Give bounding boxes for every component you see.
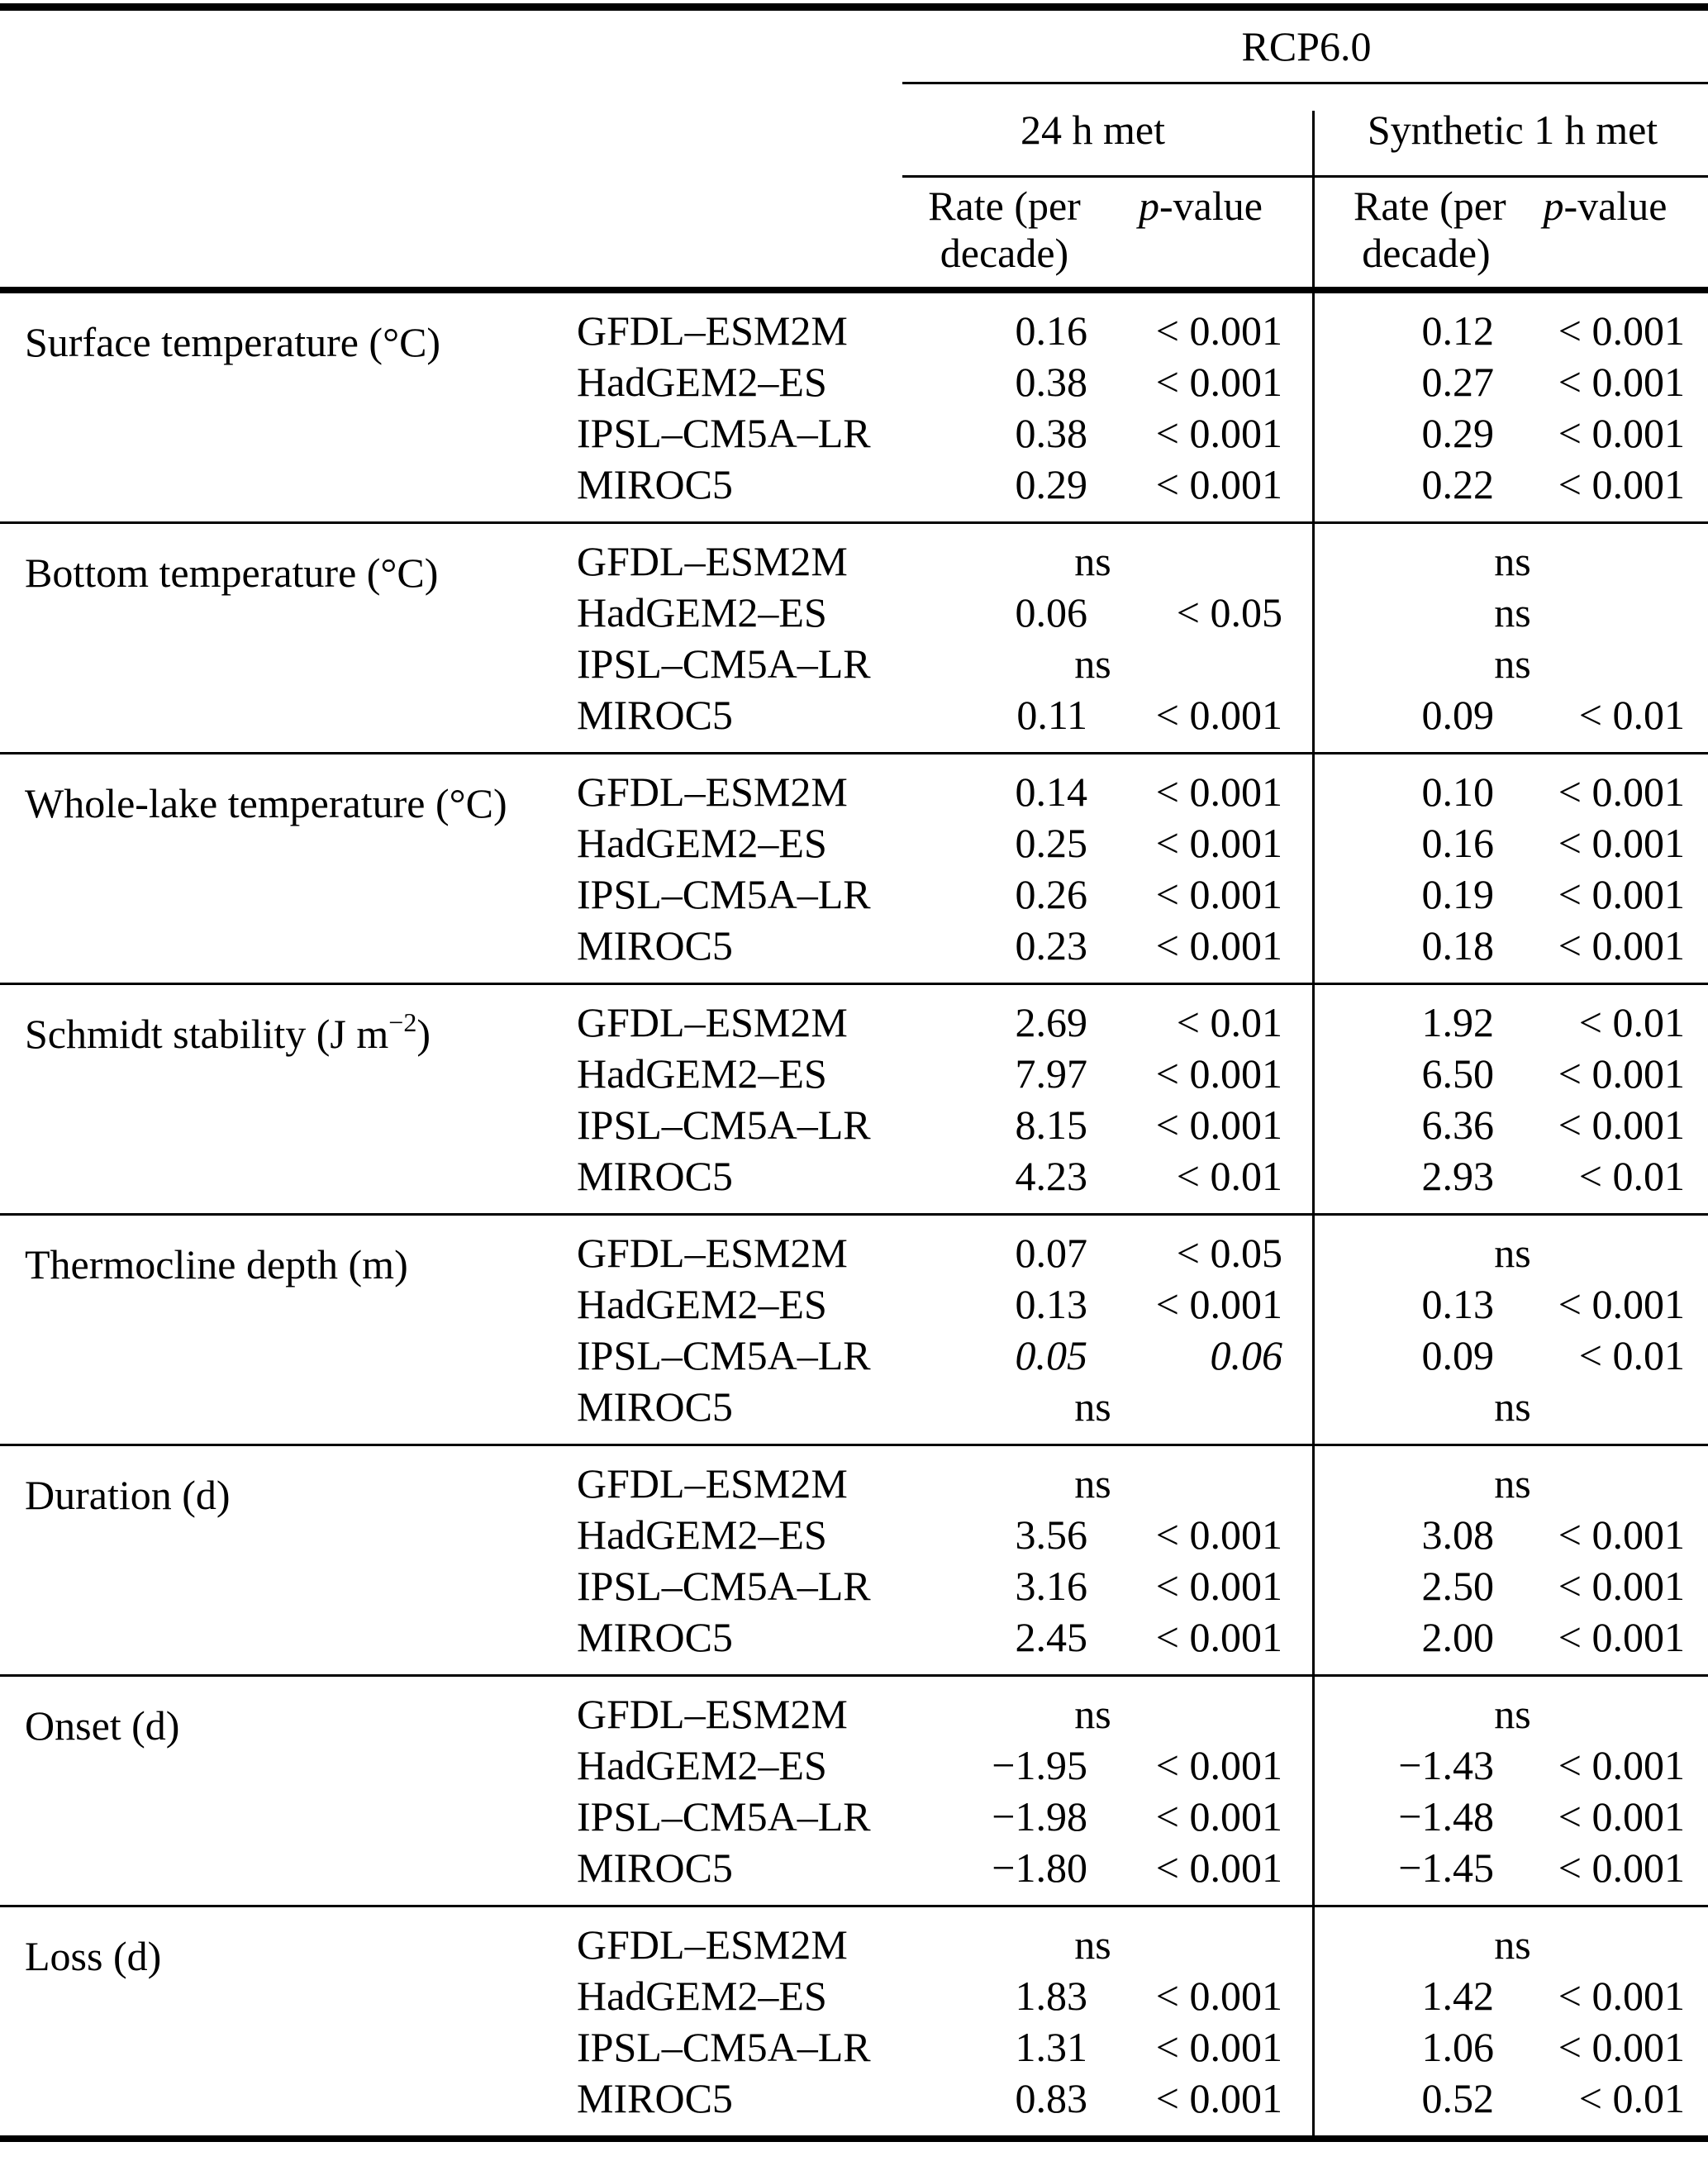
rate-cell: 2.45	[1015, 1614, 1087, 1660]
table-row	[0, 1509, 1708, 1560]
model-name: GFDL–ESM2M	[577, 538, 848, 584]
table-row	[0, 689, 1708, 740]
col-header-rate-24h	[897, 178, 1092, 277]
variable-label	[0, 920, 569, 971]
p-value-cell: < 0.05	[1176, 589, 1282, 635]
not-significant-cell: ns	[1074, 1921, 1111, 1968]
variable-label-text: Bottom temperature (°C)	[25, 550, 439, 596]
rate-cell: 0.22	[1421, 461, 1494, 507]
model-name: IPSL–CM5A–LR	[577, 1563, 871, 1609]
p-value-cell: < 0.001	[1155, 2075, 1282, 2121]
p-value-cell: < 0.001	[1155, 1614, 1282, 1660]
rate-cell: 8.15	[1015, 1102, 1087, 1148]
model-name: HadGEM2–ES	[577, 1281, 827, 1327]
rate-cell: 0.19	[1421, 871, 1494, 917]
rate-cell: 7.97	[1015, 1050, 1087, 1097]
p-value-cell: < 0.001	[1558, 820, 1685, 866]
model-name: IPSL–CM5A–LR	[577, 640, 871, 687]
table-group	[0, 524, 1708, 754]
rate-cell: −1.95	[992, 1742, 1087, 1788]
variable-label-text: Surface temperature (°C)	[25, 319, 441, 365]
p-value-cell: < 0.001	[1558, 1614, 1685, 1660]
p-value-cell: < 0.01	[1176, 999, 1282, 1045]
model-name: GFDL–ESM2M	[577, 1691, 848, 1737]
model-name: GFDL–ESM2M	[577, 769, 848, 815]
p-value-cell: 0.06	[1210, 1332, 1282, 1378]
p-letter: p	[1543, 183, 1564, 229]
rate-cell: 2.00	[1421, 1614, 1494, 1660]
p-value-cell: < 0.001	[1155, 1742, 1282, 1788]
table-row	[0, 305, 1708, 365]
rate-cell: 3.08	[1421, 1511, 1494, 1558]
variable-label	[0, 1330, 569, 1381]
p-value-cell: < 0.01	[1578, 1153, 1685, 1199]
model-name: IPSL–CM5A–LR	[577, 1332, 871, 1378]
variable-label	[0, 689, 569, 740]
column-divider	[1312, 1446, 1315, 1674]
table-row	[0, 1150, 1708, 1202]
model-name: GFDL–ESM2M	[577, 307, 848, 354]
rate-cell: 3.16	[1015, 1563, 1087, 1609]
variable-label	[0, 1509, 569, 1560]
p-value-cell: < 0.001	[1558, 359, 1685, 405]
rate-cell: 0.29	[1015, 461, 1087, 507]
rate-cell: 0.12	[1421, 307, 1494, 354]
variable-label	[0, 356, 569, 407]
table-row	[0, 1330, 1708, 1381]
rate-cell: 6.50	[1421, 1050, 1494, 1097]
table-row	[0, 1970, 1708, 2021]
rate-cell: 1.42	[1421, 1973, 1494, 2019]
p-value-cell: < 0.001	[1155, 461, 1282, 507]
p-value-cell: < 0.01	[1578, 999, 1685, 1045]
rate-cell: 0.09	[1421, 1332, 1494, 1378]
table-row	[0, 1560, 1708, 1611]
rate-cell: 2.93	[1421, 1153, 1494, 1199]
col-header-rate-synthetic	[1334, 178, 1506, 277]
variable-label	[0, 817, 569, 869]
model-name: GFDL–ESM2M	[577, 1460, 848, 1507]
p-value-cell: < 0.001	[1155, 1563, 1282, 1609]
table-row	[0, 407, 1708, 459]
table-group	[0, 754, 1708, 985]
variable-label-text: Schmidt stability (J m	[25, 1011, 389, 1057]
column-divider	[1312, 111, 1315, 290]
scenario-header: RCP6.0	[1241, 23, 1372, 69]
variable-label-text: Thermocline depth (m)	[25, 1241, 408, 1288]
rate-header-line2: decade)	[940, 230, 1069, 276]
p-value-cell: < 0.001	[1558, 1973, 1685, 2019]
rate-cell: −1.80	[992, 1844, 1087, 1891]
p-value-cell: < 0.001	[1155, 1102, 1282, 1148]
p-value-cell: < 0.001	[1558, 769, 1685, 815]
rate-cell: 0.13	[1015, 1281, 1087, 1327]
not-significant-cell: ns	[1074, 1691, 1111, 1737]
variable-label	[0, 1048, 569, 1099]
rate-cell: 1.92	[1421, 999, 1494, 1045]
model-name: HadGEM2–ES	[577, 359, 827, 405]
variable-label	[0, 459, 569, 510]
table-row	[0, 1611, 1708, 1663]
table-group	[0, 985, 1708, 1216]
rate-cell: 1.06	[1421, 2024, 1494, 2070]
table-row	[0, 1227, 1708, 1288]
p-suffix: -value	[1159, 183, 1263, 229]
rate-cell: 0.83	[1015, 2075, 1087, 2121]
not-significant-cell: ns	[1074, 640, 1111, 687]
table-row	[0, 587, 1708, 638]
model-name: GFDL–ESM2M	[577, 1230, 848, 1276]
p-suffix: -value	[1563, 183, 1668, 229]
table-row	[0, 2073, 1708, 2124]
table-row	[0, 1278, 1708, 1330]
column-divider	[1312, 1216, 1315, 1444]
variable-label-text: Onset (d)	[25, 1702, 180, 1749]
rate-cell: 4.23	[1015, 1153, 1087, 1199]
rate-header-line1: Rate (per	[1354, 183, 1506, 229]
p-value-cell: < 0.001	[1155, 1973, 1282, 2019]
p-value-cell: < 0.001	[1155, 1793, 1282, 1840]
variable-label	[0, 2021, 569, 2073]
variable-label	[0, 1099, 569, 1150]
p-value-cell: < 0.001	[1558, 1793, 1685, 1840]
table-group	[0, 1677, 1708, 1907]
model-name: MIROC5	[577, 692, 733, 738]
header-body-rule	[0, 287, 1708, 293]
rate-cell: 0.25	[1015, 820, 1087, 866]
p-value-cell: < 0.001	[1558, 1050, 1685, 1097]
variable-label	[0, 587, 569, 638]
variable-label	[0, 1970, 569, 2021]
rate-cell: −1.43	[1398, 1742, 1494, 1788]
rate-cell: −1.98	[992, 1793, 1087, 1840]
rate-cell: 2.69	[1015, 999, 1087, 1045]
p-value-cell: < 0.001	[1155, 1844, 1282, 1891]
variable-label-text: Duration (d)	[25, 1472, 231, 1518]
model-name: HadGEM2–ES	[577, 820, 827, 866]
not-significant-cell: ns	[1074, 1383, 1111, 1430]
model-name: IPSL–CM5A–LR	[577, 410, 871, 456]
p-value-cell: < 0.001	[1558, 1563, 1685, 1609]
rate-cell: 6.36	[1421, 1102, 1494, 1148]
model-name: MIROC5	[577, 1383, 733, 1430]
p-value-cell: < 0.001	[1558, 1844, 1685, 1891]
variable-label	[0, 1611, 569, 1663]
column-divider	[1312, 754, 1315, 983]
table-group	[0, 293, 1708, 524]
variable-label	[0, 1791, 569, 1842]
model-name: IPSL–CM5A–LR	[577, 871, 871, 917]
p-value-cell: < 0.01	[1578, 1332, 1685, 1378]
p-value-cell: < 0.001	[1558, 1281, 1685, 1327]
p-value-cell: < 0.001	[1558, 307, 1685, 354]
rate-cell: 0.52	[1421, 2075, 1494, 2121]
rate-cell: 0.18	[1421, 922, 1494, 969]
not-significant-cell: ns	[1074, 1460, 1111, 1507]
rate-cell: 0.06	[1015, 589, 1087, 635]
p-value-cell: < 0.001	[1155, 359, 1282, 405]
model-name: MIROC5	[577, 461, 733, 507]
model-name: IPSL–CM5A–LR	[577, 1793, 871, 1840]
not-significant-cell: ns	[1494, 640, 1531, 687]
table-row	[0, 1458, 1708, 1518]
rate-cell: 1.31	[1015, 2024, 1087, 2070]
column-group-row	[0, 84, 1708, 175]
table-row	[0, 1381, 1708, 1432]
scenario-row	[0, 11, 1708, 82]
model-name: MIROC5	[577, 922, 733, 969]
column-divider	[1312, 1677, 1315, 1905]
rate-cell: 0.05	[1015, 1332, 1087, 1378]
p-value-cell: < 0.01	[1578, 2075, 1685, 2121]
table-row	[0, 1099, 1708, 1150]
table-group	[0, 1907, 1708, 2135]
column-divider	[1312, 293, 1315, 521]
table-row	[0, 638, 1708, 689]
rate-cell: 0.16	[1015, 307, 1087, 354]
model-name: MIROC5	[577, 1844, 733, 1891]
variable-label	[0, 1740, 569, 1791]
model-name: HadGEM2–ES	[577, 1973, 827, 2019]
rate-cell: 0.07	[1015, 1230, 1087, 1276]
p-value-cell: < 0.001	[1155, 2024, 1282, 2070]
col-header-pvalue-24h	[1092, 178, 1289, 230]
rate-header-line1: Rate (per	[928, 183, 1081, 229]
p-value-cell: < 0.001	[1558, 2024, 1685, 2070]
rate-cell: 0.23	[1015, 922, 1087, 969]
p-value-cell: < 0.001	[1155, 769, 1282, 815]
not-significant-cell: ns	[1074, 538, 1111, 584]
rate-header-line2: decade)	[1362, 230, 1491, 276]
variable-label	[0, 2073, 569, 2124]
p-value-cell: < 0.001	[1155, 1511, 1282, 1558]
model-name: MIROC5	[577, 2075, 733, 2121]
model-name: HadGEM2–ES	[577, 1050, 827, 1097]
p-value-cell: < 0.001	[1155, 1281, 1282, 1327]
table-body	[0, 293, 1708, 2135]
p-value-cell: < 0.001	[1558, 922, 1685, 969]
column-group-24h-met: 24 h met	[1021, 107, 1165, 153]
table-group	[0, 1446, 1708, 1677]
variable-label	[0, 869, 569, 920]
table-row	[0, 1842, 1708, 1893]
rate-cell: 0.13	[1421, 1281, 1494, 1327]
p-value-cell: < 0.001	[1155, 871, 1282, 917]
table-row	[0, 766, 1708, 826]
p-value-cell: < 0.001	[1155, 692, 1282, 738]
model-name: IPSL–CM5A–LR	[577, 2024, 871, 2070]
p-value-cell: < 0.001	[1558, 1102, 1685, 1148]
rate-cell: 1.83	[1015, 1973, 1087, 2019]
p-value-cell: < 0.001	[1558, 410, 1685, 456]
variable-label	[0, 1278, 569, 1330]
p-value-cell: < 0.01	[1176, 1153, 1282, 1199]
variable-label	[0, 407, 569, 459]
variable-label	[0, 1381, 569, 1432]
variable-label-text: )	[416, 1011, 431, 1057]
variable-label	[0, 638, 569, 689]
model-name: IPSL–CM5A–LR	[577, 1102, 871, 1148]
table-row	[0, 1688, 1708, 1749]
rate-cell: −1.45	[1398, 1844, 1494, 1891]
variable-label-text: Whole-lake temperature (°C)	[25, 780, 507, 826]
rate-cell: 2.50	[1421, 1563, 1494, 1609]
table-row	[0, 1048, 1708, 1099]
table-group	[0, 1216, 1708, 1446]
column-divider	[1312, 985, 1315, 1213]
table-row	[0, 920, 1708, 971]
table-row	[0, 1919, 1708, 1979]
rate-cell: 0.38	[1015, 410, 1087, 456]
table-row	[0, 997, 1708, 1057]
table-row	[0, 459, 1708, 510]
variable-label	[0, 1150, 569, 1202]
p-value-cell: < 0.001	[1558, 871, 1685, 917]
rate-cell: 3.56	[1015, 1511, 1087, 1558]
rate-cell: 0.16	[1421, 820, 1494, 866]
model-name: HadGEM2–ES	[577, 1511, 827, 1558]
col-header-pvalue-synthetic	[1499, 178, 1691, 230]
variable-label	[0, 1842, 569, 1893]
p-letter: p	[1139, 183, 1160, 229]
rate-cell: 0.26	[1015, 871, 1087, 917]
p-value-cell: < 0.001	[1155, 922, 1282, 969]
p-value-cell: < 0.001	[1155, 410, 1282, 456]
variable-label	[0, 1560, 569, 1611]
rate-cell: 0.27	[1421, 359, 1494, 405]
table-header	[0, 3, 1708, 293]
table-row	[0, 535, 1708, 596]
p-value-cell: < 0.001	[1155, 307, 1282, 354]
not-significant-cell: ns	[1494, 589, 1531, 635]
p-value-cell: < 0.01	[1578, 692, 1685, 738]
model-name: HadGEM2–ES	[577, 1742, 827, 1788]
rate-cell: 0.10	[1421, 769, 1494, 815]
rate-cell: 0.11	[1016, 692, 1087, 738]
p-value-cell: < 0.001	[1558, 461, 1685, 507]
not-significant-cell: ns	[1494, 1921, 1531, 1968]
variable-label-text: Loss (d)	[25, 1933, 162, 1979]
model-name: HadGEM2–ES	[577, 589, 827, 635]
bottom-rule	[0, 2135, 1708, 2142]
p-value-cell: < 0.001	[1558, 1511, 1685, 1558]
variable-label-superscript: −2	[388, 1007, 417, 1037]
rate-cell: 0.09	[1421, 692, 1494, 738]
model-name: GFDL–ESM2M	[577, 999, 848, 1045]
table-row	[0, 869, 1708, 920]
rate-cell: 0.29	[1421, 410, 1494, 456]
table-row	[0, 1740, 1708, 1791]
not-significant-cell: ns	[1494, 538, 1531, 584]
table-row	[0, 817, 1708, 869]
table-row	[0, 356, 1708, 407]
table-row	[0, 1791, 1708, 1842]
not-significant-cell: ns	[1494, 1383, 1531, 1430]
p-value-cell: < 0.001	[1155, 1050, 1282, 1097]
table-row	[0, 2021, 1708, 2073]
rate-cell: −1.48	[1398, 1793, 1494, 1840]
not-significant-cell: ns	[1494, 1460, 1531, 1507]
column-divider	[1312, 1907, 1315, 2135]
not-significant-cell: ns	[1494, 1230, 1531, 1276]
p-value-cell: < 0.001	[1155, 820, 1282, 866]
top-rule	[0, 3, 1708, 11]
rate-cell: 0.38	[1015, 359, 1087, 405]
model-name: MIROC5	[577, 1614, 733, 1660]
rate-cell: 0.14	[1015, 769, 1087, 815]
column-divider	[1312, 524, 1315, 752]
column-group-synthetic-1h-met: Synthetic 1 h met	[1367, 107, 1658, 153]
p-value-cell: < 0.001	[1558, 1742, 1685, 1788]
model-name: MIROC5	[577, 1153, 733, 1199]
model-name: GFDL–ESM2M	[577, 1921, 848, 1968]
p-value-cell: < 0.05	[1176, 1230, 1282, 1276]
column-header-row	[0, 178, 1708, 287]
not-significant-cell: ns	[1494, 1691, 1531, 1737]
